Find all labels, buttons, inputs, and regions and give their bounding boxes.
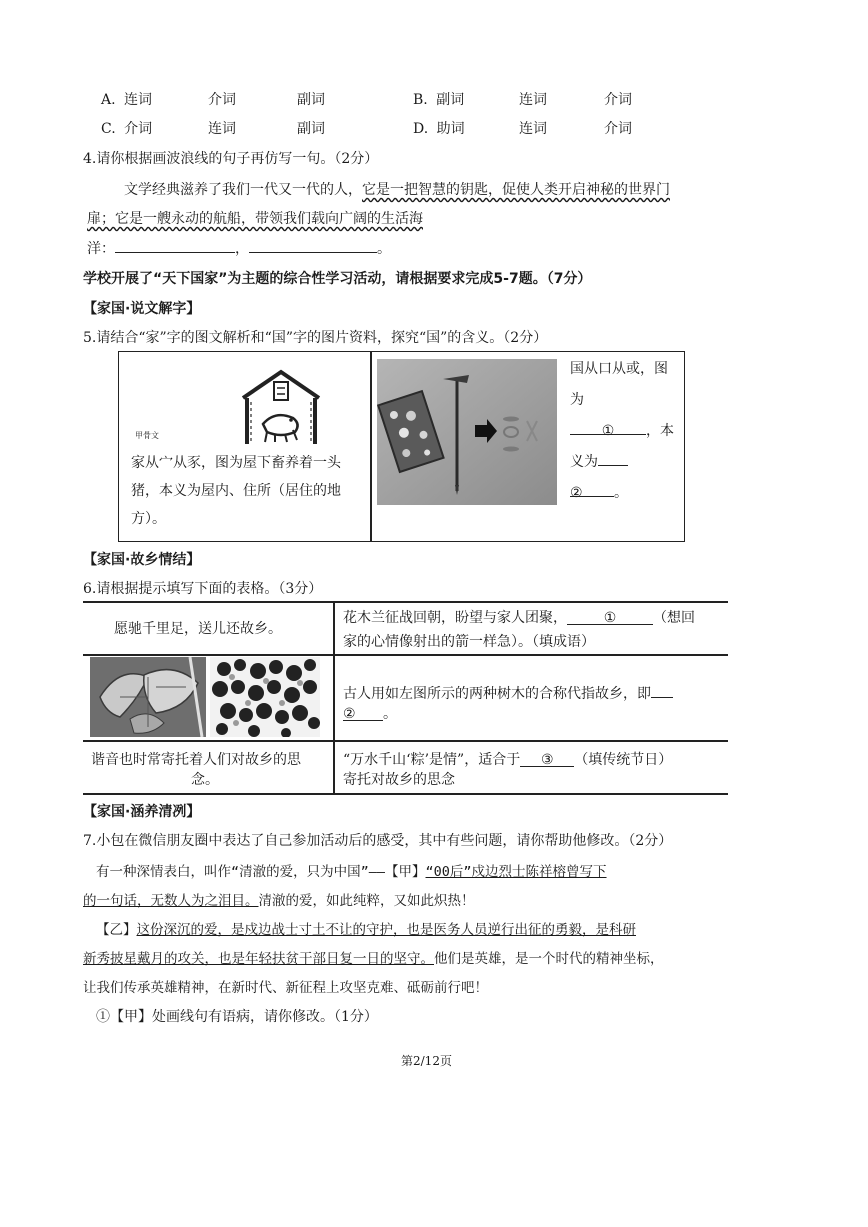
wavy-sentence: 它是一把智慧的钥匙，促使人类开启神秘的世界门 [362, 182, 670, 198]
section-heading-guxiang: 【家国·故乡情结】 [83, 552, 201, 568]
option-letter: B. [413, 92, 428, 108]
table-rule [83, 654, 728, 656]
option-b-row [413, 89, 464, 109]
option-a-row [101, 89, 152, 109]
answer-blank[interactable] [115, 238, 235, 253]
section-heading-hanyang: 【家国·涵养清冽】 [83, 804, 201, 820]
post-text: 他们是英雄，是一个时代的精神坐标， [434, 951, 664, 967]
activity-intro: 学校开展了“天下国家”为主题的综合性学习活动，请根据要求完成5-7题。（7分） [83, 271, 592, 287]
option-word: 介词 [208, 92, 236, 108]
row2-right-line2 [343, 703, 397, 723]
explanation-line: 国从口从或，图 [570, 361, 668, 377]
option-word: 副词 [297, 121, 325, 137]
marker-jia: 【甲】 [385, 864, 426, 880]
row3-right-line2: 寄托对故乡的思念 [343, 772, 455, 788]
explanation-line: 家从宀从豕，图为屋下畜养着一头 [131, 455, 341, 471]
explanation-line [570, 420, 674, 442]
cell-text: 。 [383, 706, 397, 722]
oracle-jia-glyph [237, 368, 325, 448]
table-divider [370, 351, 372, 542]
mulberry-leaf-photo [90, 657, 206, 737]
q7-paragraph-line1 [96, 860, 607, 880]
question-4-passage-line2 [87, 208, 423, 228]
q7-paragraph-line2 [83, 889, 475, 909]
section-heading-shuowen: 【家国·说文解字】 [83, 301, 201, 317]
explanation-text: 。 [614, 485, 628, 501]
explanation-line: 为 [570, 392, 584, 408]
q7-paragraph-line4 [83, 947, 664, 967]
underlined-sentence: 新秀披星戴月的攻关，也是年轻扶贫干部日复一日的坚守。 [83, 951, 434, 967]
question-4-prompt: 4.请你根据画波浪线的句子再仿写一句。（2分） [83, 151, 379, 167]
answer-blank[interactable] [570, 482, 614, 501]
q7-paragraph-line5: 让我们传承英雄精神，在新时代、新征程上攻坚克难、砥砺前行吧！ [83, 980, 488, 996]
answer-blank[interactable] [249, 238, 377, 253]
row3-left-line2: 念。 [191, 772, 219, 788]
blank-marker: ① [603, 610, 617, 626]
row1-left-poem: 愿驰千里足，送儿还故乡。 [114, 621, 282, 637]
table-rule [83, 793, 728, 795]
punctuation: ， [235, 241, 249, 257]
post-text: 有一种深情表白，叫作“清澈的爱，只为中国”—— [96, 864, 386, 880]
option-word: 副词 [436, 92, 465, 108]
option-letter: D. [413, 121, 429, 137]
option-letter: A. [101, 92, 116, 108]
answer-blank[interactable] [520, 752, 574, 767]
passage-text: 文学经典滋养了我们一代又一代的人， [124, 182, 362, 198]
blank-marker: ③ [540, 752, 554, 768]
explanation-text: ，本 [646, 423, 674, 439]
catalpa-tree-photo [210, 657, 320, 737]
explanation-line: 方）。 [131, 511, 166, 527]
cell-text: 花木兰征战回朝，盼望与家人团聚， [343, 610, 567, 626]
guo-explanation [570, 358, 674, 504]
option-word: 连词 [124, 92, 153, 108]
question-7-prompt: 7.小包在微信朋友圈中表达了自己参加活动后的感受，其中有些问题，请你帮助他修改。（2分） [83, 833, 673, 849]
page-number: 第2/12页 [401, 1054, 452, 1068]
explanation-line: 猪，本义为屋内、住所（居住的地 [131, 483, 341, 499]
option-d-row [413, 118, 465, 138]
answer-blank[interactable] [598, 451, 628, 466]
cell-text: “万水千山‘粽’是情”，适合于 [343, 752, 521, 768]
table-divider [333, 601, 335, 794]
guo-artifact-photo [377, 359, 557, 505]
answer-blank[interactable] [567, 610, 653, 625]
punctuation: 。 [377, 241, 391, 257]
option-c-row [101, 118, 152, 138]
question-5-prompt: 5.请结合“家”字的图文解析和“国”字的图片资料，探究“国”的含义。（2分） [83, 330, 548, 346]
row2-right-line1 [343, 683, 673, 703]
cell-text: （想回 [653, 610, 695, 626]
option-word: 介词 [604, 121, 632, 137]
answer-blank[interactable] [651, 683, 673, 698]
question-4-passage-line1 [124, 179, 670, 199]
wavy-sentence: 扉；它是一艘永动的航船，带领我们载向广阔的生活海 [87, 211, 423, 227]
answer-blank[interactable] [570, 420, 646, 439]
q7-paragraph-line3 [96, 918, 636, 938]
row3-left-line1: 谐音也时常寄托着人们对故乡的思 [91, 752, 301, 768]
cell-text: （填传统节日） [574, 752, 673, 768]
cell-text: 古人用如左图所示的两种树木的合称代指故乡，即 [343, 686, 651, 702]
oracle-label: 甲骨文 [135, 431, 159, 440]
blank-marker: ① [601, 423, 615, 439]
question-4-answer-line [87, 238, 391, 258]
table-rule [83, 740, 728, 742]
marker-yi: 【乙】 [96, 922, 137, 938]
option-word: 介词 [124, 121, 153, 137]
explanation-line [570, 451, 674, 473]
explanation-line [570, 482, 674, 504]
option-word: 助词 [436, 121, 465, 137]
underlined-sentence: 的一句话，无数人为之泪目。 [83, 893, 259, 909]
blank-marker: ② [343, 706, 356, 722]
question-6-prompt: 6.请根据提示填写下面的表格。（3分） [83, 581, 323, 597]
row1-right-line1 [343, 607, 695, 627]
blank-marker: ② [570, 485, 583, 501]
explanation-text: 义为 [570, 454, 598, 470]
answer-blank[interactable] [343, 706, 383, 721]
underlined-sentence: 这份深沉的爱，是戍边战士寸土不让的守护，也是医务人员逆行出征的勇毅，是科研 [136, 922, 636, 938]
option-word: 连词 [519, 121, 547, 137]
row1-right-line2: 家的心情像射出的箭一样急）。（填成语） [343, 634, 595, 650]
question-7-sub1: ①【甲】处画线句有语病，请你修改。（1分） [96, 1009, 378, 1025]
option-word: 介词 [604, 92, 632, 108]
option-word: 副词 [297, 92, 325, 108]
option-word: 连词 [519, 92, 547, 108]
option-letter: C. [101, 121, 116, 137]
underlined-sentence: “00后”戍边烈士陈祥榕曾写下 [425, 864, 607, 880]
post-text: 清澈的爱，如此纯粹，又如此炽热！ [258, 893, 475, 909]
table-rule [83, 601, 728, 603]
jia-explanation [131, 452, 341, 530]
row3-right-line1 [343, 749, 672, 769]
passage-text: 洋： [87, 241, 115, 257]
option-word: 连词 [208, 121, 236, 137]
